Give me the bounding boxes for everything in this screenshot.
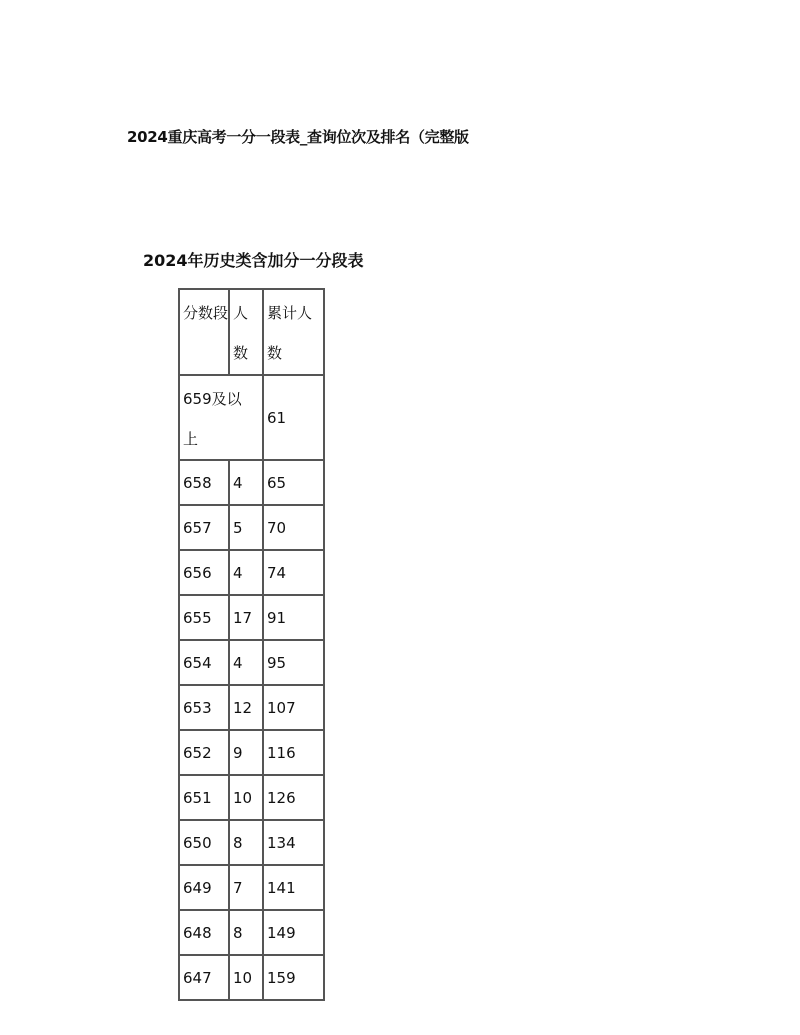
cell-cumulative: 65 [264,461,325,506]
cell-score: 656 [180,551,230,596]
cell-score: 647 [180,956,230,1001]
table-heading: 2024年历史类含加分一分段表 [143,251,364,270]
cell-count: 9 [230,731,264,776]
header-count: 人数 [230,290,264,376]
table-row [180,596,325,641]
cell-count: 5 [230,506,264,551]
cell-cumulative: 91 [264,596,325,641]
cell-count: 12 [230,686,264,731]
cell-cumulative: 134 [264,821,325,866]
cell-count: 10 [230,776,264,821]
cell-cumulative: 159 [264,956,325,1001]
score-distribution-table [178,288,325,1001]
cell-count: 4 [230,551,264,596]
table-row [180,461,325,506]
cell-score-top: 659及以上 [180,376,264,461]
cell-cumulative: 70 [264,506,325,551]
table-row [180,911,325,956]
cell-count: 10 [230,956,264,1001]
cell-score: 650 [180,821,230,866]
cell-count: 8 [230,821,264,866]
cell-score: 648 [180,911,230,956]
table-row [180,551,325,596]
cell-score: 654 [180,641,230,686]
cell-score: 657 [180,506,230,551]
cell-count: 17 [230,596,264,641]
cell-cumulative: 107 [264,686,325,731]
table-header-row [180,290,325,376]
cell-score: 651 [180,776,230,821]
cell-score: 655 [180,596,230,641]
cell-cumulative: 95 [264,641,325,686]
cell-cumulative: 149 [264,911,325,956]
table-row [180,686,325,731]
cell-score: 652 [180,731,230,776]
cell-count: 8 [230,911,264,956]
header-cumulative-count: 累计人数 [264,290,325,376]
table-row [180,731,325,776]
table-row [180,866,325,911]
cell-cumulative: 141 [264,866,325,911]
table-row [180,506,325,551]
cell-count: 7 [230,866,264,911]
cell-cumulative: 126 [264,776,325,821]
cell-cumulative-top: 61 [264,376,325,461]
cell-score: 658 [180,461,230,506]
cell-score: 653 [180,686,230,731]
table-row [180,641,325,686]
cell-cumulative: 74 [264,551,325,596]
table-row [180,776,325,821]
table-row-top [180,376,325,461]
header-score-segment: 分数段 [180,290,230,376]
cell-score: 649 [180,866,230,911]
table-row [180,956,325,1001]
cell-count: 4 [230,461,264,506]
table-row [180,821,325,866]
cell-count: 4 [230,641,264,686]
cell-cumulative: 116 [264,731,325,776]
document-title: 2024重庆高考一分一段表_查询位次及排名（完整版 [127,128,469,146]
